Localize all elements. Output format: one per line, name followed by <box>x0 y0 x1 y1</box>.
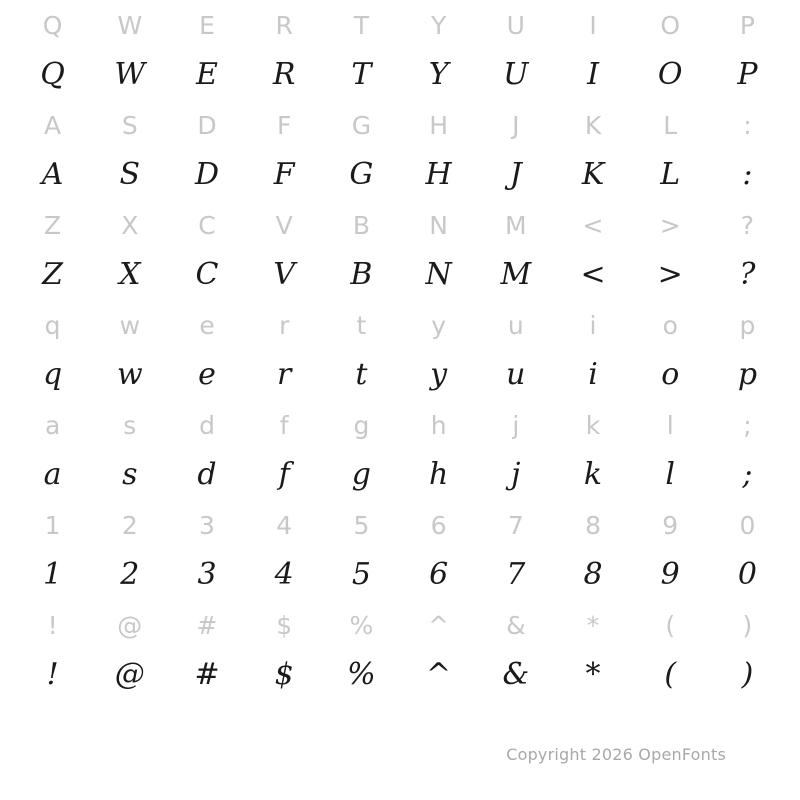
glyph-cell: & <box>506 610 526 640</box>
glyph-cell: Z <box>42 257 64 292</box>
glyph-cell: Q <box>40 57 65 92</box>
glyph-cell: i <box>588 357 598 392</box>
glyph-cell: 7 <box>507 510 524 540</box>
glyph-cell: q <box>42 357 63 392</box>
glyph-cell: 4 <box>274 557 294 592</box>
glyph-cell: p <box>737 357 758 392</box>
glyph-cell: J <box>512 110 520 140</box>
glyph-cell: i <box>589 310 597 340</box>
glyph-cell: Y <box>430 10 447 40</box>
glyph-cell: S <box>119 157 141 192</box>
glyph-cell: 7 <box>506 557 526 592</box>
glyph-cell: ; <box>742 457 753 492</box>
glyph-cell: H <box>429 110 449 140</box>
reference-glyph-row <box>14 500 786 550</box>
glyph-cell: p <box>739 310 756 340</box>
glyph-cell: w <box>116 357 143 392</box>
glyph-cell: 6 <box>429 557 449 592</box>
glyph-cell: s <box>122 457 138 492</box>
glyph-cell: r <box>279 310 290 340</box>
glyph-cell: P <box>739 10 755 40</box>
glyph-cell: 0 <box>739 510 756 540</box>
glyph-cell: N <box>429 210 448 240</box>
reference-glyph-row <box>14 300 786 350</box>
glyph-cell: * <box>585 657 601 692</box>
glyph-cell: 2 <box>121 510 138 540</box>
reference-glyph-row <box>14 600 786 650</box>
glyph-cell: h <box>430 410 447 440</box>
glyph-cell: 0 <box>737 557 757 592</box>
glyph-cell: d <box>199 410 215 440</box>
glyph-cell: V <box>273 257 296 292</box>
glyph-cell: e <box>199 310 215 340</box>
glyph-cell: X <box>119 257 141 292</box>
copyright-notice: Copyright 2026 OpenFonts <box>506 745 726 764</box>
specimen-glyph-row <box>14 650 786 700</box>
glyph-cell: s <box>123 410 137 440</box>
reference-glyph-row <box>14 400 786 450</box>
glyph-cell: j <box>511 457 521 492</box>
glyph-cell: u <box>507 310 524 340</box>
glyph-cell: F <box>273 157 295 192</box>
glyph-cell: 4 <box>276 510 293 540</box>
glyph-cell: ^ <box>426 657 452 692</box>
glyph-cell: ? <box>739 257 756 292</box>
glyph-cell: * <box>586 610 600 640</box>
glyph-cell: B <box>352 210 370 240</box>
glyph-cell: k <box>585 410 601 440</box>
reference-glyph-row <box>14 100 786 150</box>
glyph-cell: t <box>356 310 367 340</box>
glyph-cell: R <box>272 57 296 92</box>
glyph-cell: 1 <box>44 510 61 540</box>
specimen-glyph-row <box>14 450 786 500</box>
glyph-cell: y <box>431 310 447 340</box>
glyph-cell: I <box>587 57 599 92</box>
glyph-cell: t <box>355 357 368 392</box>
glyph-cell: G <box>351 110 372 140</box>
glyph-cell: $ <box>276 610 293 640</box>
glyph-cell: l <box>666 410 674 440</box>
glyph-cell: g <box>353 410 370 440</box>
glyph-cell: 1 <box>43 557 63 592</box>
glyph-cell: : <box>742 157 753 192</box>
glyph-cell: U <box>503 57 529 92</box>
glyph-cell: a <box>44 410 61 440</box>
glyph-cell: M <box>505 210 527 240</box>
glyph-cell: T <box>353 10 370 40</box>
glyph-cell: 9 <box>660 557 680 592</box>
glyph-cell: w <box>119 310 141 340</box>
glyph-cell: % <box>349 610 374 640</box>
glyph-cell: 2 <box>120 557 140 592</box>
glyph-cell: 8 <box>583 557 603 592</box>
glyph-cell: U <box>506 10 525 40</box>
glyph-cell: f <box>279 410 289 440</box>
glyph-cell: ! <box>46 657 59 692</box>
glyph-cell: I <box>589 10 597 40</box>
glyph-cell: A <box>44 110 62 140</box>
glyph-cell: M <box>500 257 532 292</box>
glyph-cell: Y <box>428 57 449 92</box>
glyph-cell: 6 <box>430 510 447 540</box>
glyph-cell: a <box>43 457 62 492</box>
glyph-cell: P <box>737 57 758 92</box>
specimen-glyph-row <box>14 250 786 300</box>
glyph-cell: e <box>198 357 216 392</box>
glyph-cell: h <box>428 457 449 492</box>
glyph-cell: : <box>743 110 752 140</box>
specimen-glyph-row <box>14 50 786 100</box>
glyph-cell: K <box>581 157 605 192</box>
glyph-cell: k <box>583 457 603 492</box>
glyph-cell: R <box>275 10 293 40</box>
glyph-cell: X <box>121 210 139 240</box>
glyph-cell: o <box>661 357 680 392</box>
glyph-cell: N <box>425 257 452 292</box>
glyph-cell: V <box>275 210 293 240</box>
glyph-cell: < <box>582 210 604 240</box>
glyph-cell: r <box>277 357 292 392</box>
glyph-cell: ? <box>740 210 755 240</box>
glyph-cell: B <box>350 257 373 292</box>
glyph-cell: J <box>509 157 522 192</box>
glyph-cell: E <box>196 57 218 92</box>
glyph-cell: # <box>194 657 220 692</box>
glyph-cell: 9 <box>662 510 679 540</box>
glyph-cell: Z <box>44 210 62 240</box>
glyph-cell: O <box>657 57 683 92</box>
glyph-cell: > <box>659 210 681 240</box>
glyph-cell: S <box>121 110 138 140</box>
glyph-cell: 8 <box>585 510 601 540</box>
glyph-cell: 5 <box>353 510 370 540</box>
glyph-cell: L <box>663 110 678 140</box>
glyph-cell: j <box>512 410 520 440</box>
glyph-cell: @ <box>117 610 143 640</box>
glyph-cell: # <box>196 610 218 640</box>
glyph-cell: ! <box>47 610 58 640</box>
glyph-cell: < <box>580 257 606 292</box>
glyph-cell: & <box>502 657 530 692</box>
glyph-cell: @ <box>114 657 145 692</box>
glyph-cell: 3 <box>197 557 217 592</box>
glyph-cell: ( <box>665 610 676 640</box>
glyph-cell: K <box>584 110 602 140</box>
glyph-cell: G <box>349 157 374 192</box>
glyph-cell: H <box>425 157 452 192</box>
glyph-cell: 5 <box>351 557 371 592</box>
reference-glyph-row <box>14 200 786 250</box>
glyph-cell: F <box>277 110 292 140</box>
glyph-cell: O <box>660 10 681 40</box>
glyph-cell: 3 <box>199 510 215 540</box>
glyph-cell: L <box>660 157 681 192</box>
specimen-glyph-row <box>14 550 786 600</box>
glyph-cell: o <box>662 310 678 340</box>
glyph-cell: f <box>278 457 290 492</box>
glyph-cell: ; <box>743 410 752 440</box>
glyph-cell: ) <box>741 657 754 692</box>
glyph-cell: l <box>665 457 676 492</box>
reference-glyph-row <box>14 0 786 50</box>
glyph-cell: > <box>657 257 683 292</box>
specimen-glyph-row <box>14 350 786 400</box>
glyph-cell: C <box>198 210 216 240</box>
glyph-cell: d <box>197 457 217 492</box>
glyph-cell: % <box>347 657 376 692</box>
glyph-cell: q <box>44 310 61 340</box>
glyph-cell: u <box>506 357 526 392</box>
glyph-cell: D <box>194 157 220 192</box>
glyph-cell: C <box>195 257 219 292</box>
glyph-cell: Q <box>42 10 63 40</box>
glyph-cell: W <box>114 57 146 92</box>
glyph-cell: $ <box>274 657 294 692</box>
glyph-cell: W <box>117 10 143 40</box>
glyph-cell: ( <box>664 657 677 692</box>
glyph-cell: E <box>199 10 215 40</box>
specimen-glyph-row <box>14 150 786 200</box>
glyph-cell: y <box>430 357 448 392</box>
glyph-cell: A <box>41 157 64 192</box>
glyph-cell: ^ <box>428 610 450 640</box>
glyph-cell: ) <box>742 610 753 640</box>
glyph-cell: g <box>351 457 372 492</box>
glyph-cell: T <box>351 57 372 92</box>
glyph-cell: D <box>197 110 217 140</box>
